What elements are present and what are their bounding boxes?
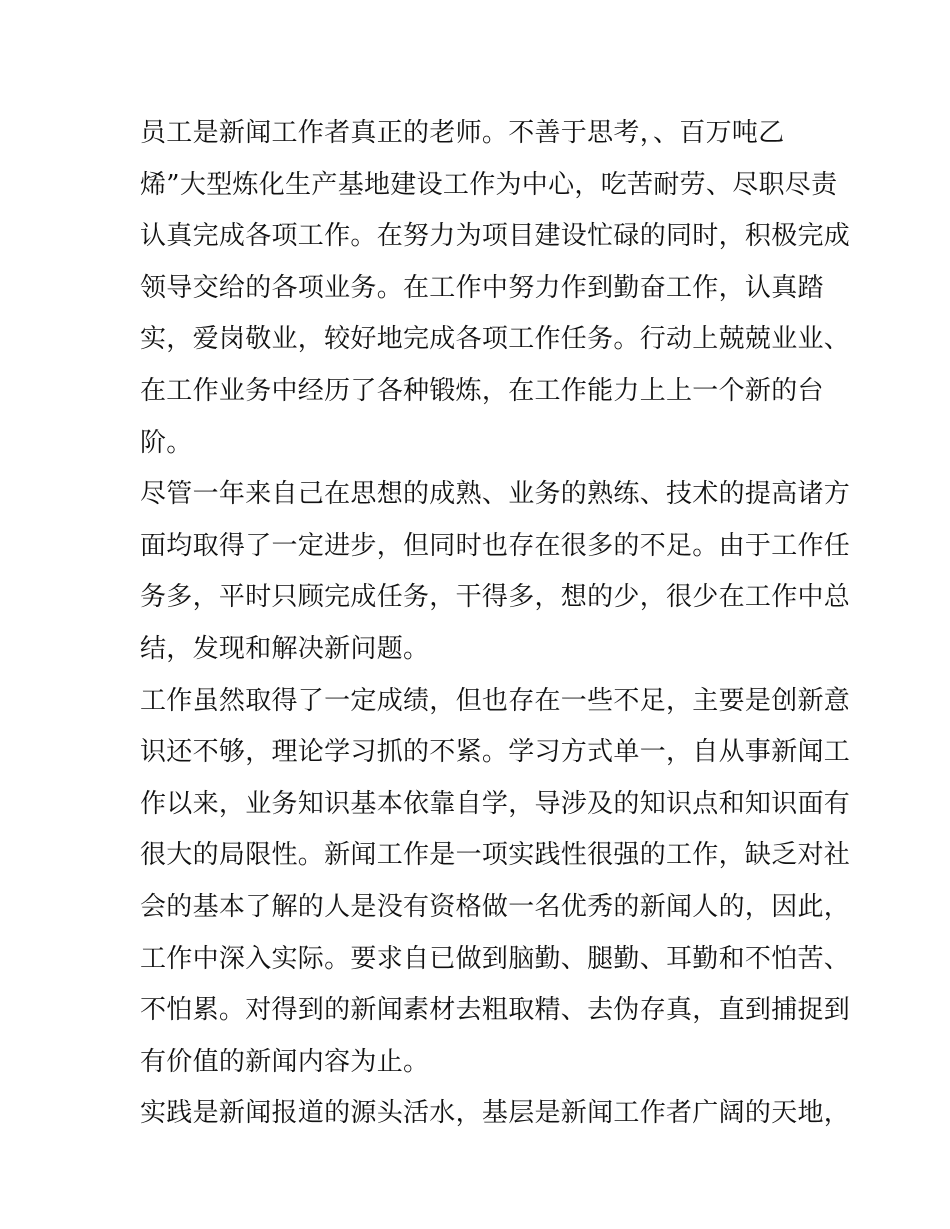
text-line: 工作虽然取得了一定成绩，但也存在一些不足，主要是创新意	[140, 685, 851, 716]
text-line: 会的基本了解的人是没有资格做一名优秀的新闻人的，因此，	[140, 891, 851, 922]
text-line: 工作中深入实际。要求自已做到脑勤、腿勤、耳勤和不怕苦、	[140, 943, 851, 974]
text-line: 务多，平时只顾完成任务，干得多，想的少，很少在工作中总	[140, 582, 851, 613]
text-line: 领导交给的各项业务。在工作中努力作到勤奋工作，认真踏	[140, 272, 824, 303]
text-line: 烯”大型炼化生产基地建设工作为中心，吃苦耐劳、尽职尽责	[140, 169, 838, 200]
text-line: 阶。	[140, 427, 193, 458]
text-line: 结，发现和解决新问题。	[140, 633, 430, 664]
text-line: 员工是新闻工作者真正的老师。不善于思考，、百万吨乙	[140, 118, 785, 148]
text-line: 实践是新闻报道的源头活水，基层是新闻工作者广阔的天地，	[140, 1098, 851, 1129]
text-line: 认真完成各项工作。在努力为项目建设忙碌的同时，积极完成	[140, 221, 851, 252]
text-line: 实，爱岗敬业，较好地完成各项工作任务。行动上兢兢业业、	[140, 324, 851, 355]
text-line: 有价值的新闻内容为止。	[140, 1046, 430, 1077]
text-line: 面均取得了一定进步，但同时也存在很多的不足。由于工作任	[140, 530, 851, 561]
text-line: 很大的局限性。新闻工作是一项实践性很强的工作，缺乏对社	[140, 840, 851, 871]
text-line: 尽管一年来自己在思想的成熟、业务的熟练、技术的提高诸方	[140, 479, 851, 510]
text-line: 不怕累。对得到的新闻素材去粗取精、去伪存真，直到捕捉到	[140, 995, 851, 1026]
body-text	[140, 108, 851, 1140]
text-line: 作以来，业务知识基本依靠自学，导涉及的知识点和知识面有	[140, 788, 851, 819]
text-line: 识还不够，理论学习抓的不紧。学习方式单一，自从事新闻工	[140, 737, 851, 768]
text-line: 在工作业务中经历了各种锻炼，在工作能力上上一个新的台	[140, 375, 824, 406]
